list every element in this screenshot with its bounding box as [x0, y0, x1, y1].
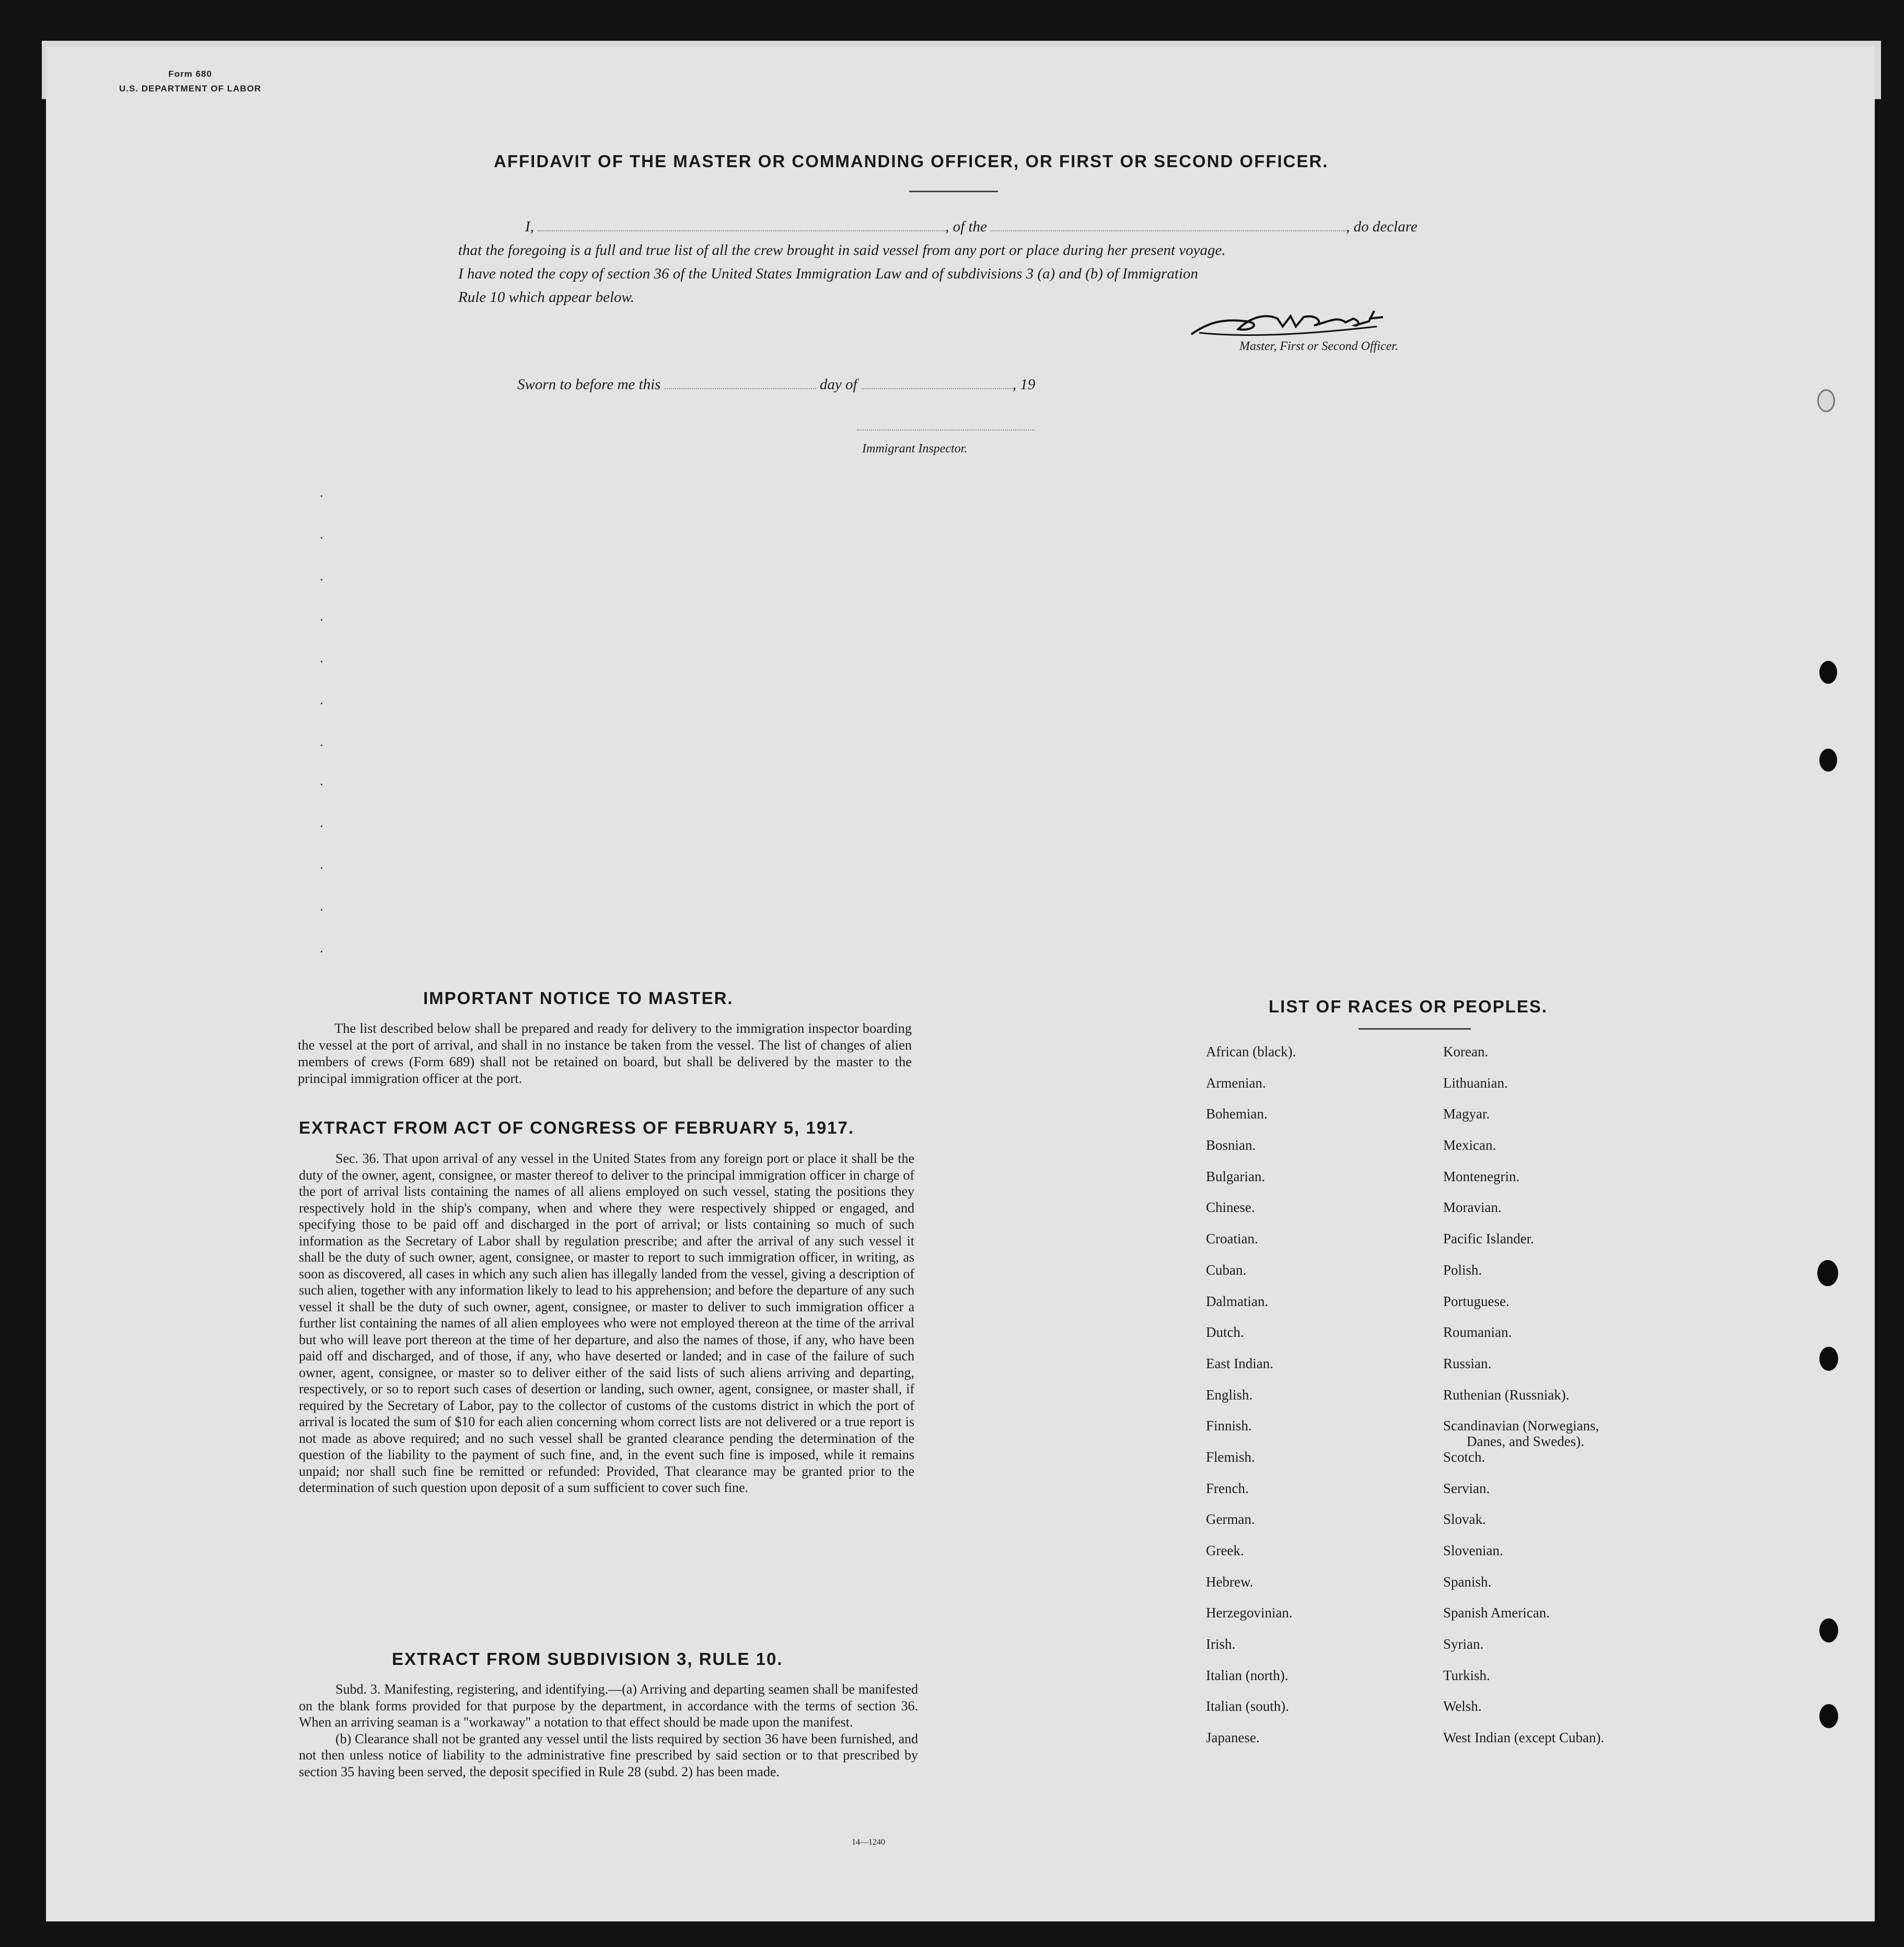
race-item: Slovenian.: [1443, 1543, 1503, 1558]
affidavit-line-4: Rule 10 which appear below.: [458, 289, 634, 306]
race-item: English.: [1206, 1386, 1253, 1403]
race-item: German.: [1206, 1511, 1255, 1528]
race-item: Lithuanian.: [1443, 1075, 1508, 1091]
race-item: African (black).: [1206, 1044, 1296, 1059]
notice-body: [298, 1020, 912, 1087]
race-item: Dutch.: [1206, 1324, 1244, 1340]
row-mark: .: [320, 527, 323, 542]
race-item: Chinese.: [1206, 1199, 1255, 1216]
row-mark: .: [320, 568, 323, 584]
row-mark: .: [320, 692, 323, 707]
signature-caption: Master, First or Second Officer.: [1239, 340, 1398, 353]
race-item: Russian.: [1443, 1355, 1492, 1371]
race-item: Japanese.: [1206, 1730, 1260, 1746]
binder-hole: [1819, 1347, 1838, 1371]
race-item: French.: [1206, 1480, 1249, 1496]
race-item: Herzegovinian.: [1206, 1605, 1293, 1621]
sworn-day-of: day of: [819, 376, 857, 393]
sworn-start: Sworn to before me this: [517, 376, 661, 393]
race-item: Magyar.: [1443, 1106, 1490, 1122]
sworn-year: , 19: [1012, 376, 1036, 393]
race-item-continuation: Danes, and Swedes).: [1467, 1433, 1584, 1450]
race-item: Mexican.: [1443, 1137, 1496, 1153]
affidavit-line-3: I have noted the copy of section 36 of the United States Immigration Law and of subdivisions 3 (a) and (b) of Immigration: [458, 265, 1199, 282]
rule-extract-title: EXTRACT FROM SUBDIVISION 3, RULE 10.: [392, 1649, 783, 1669]
race-item-scandinavian: [1443, 1418, 1604, 1449]
officer-signature: [1189, 306, 1408, 342]
race-item: Portuguese.: [1443, 1293, 1510, 1309]
row-mark: .: [320, 940, 323, 955]
row-mark: .: [320, 609, 323, 624]
race-item: Scandinavian (Norwegians,: [1443, 1418, 1599, 1434]
row-mark: .: [320, 485, 323, 500]
race-item: Italian (north).: [1206, 1667, 1288, 1683]
affidavit-title: AFFIDAVIT OF THE MASTER OR COMMANDING OFFICER, OR FIRST OR SECOND OFFICER.: [494, 151, 1329, 171]
title-rule: [909, 191, 998, 192]
race-item: Cuban.: [1206, 1262, 1247, 1278]
binder-hole: [1819, 661, 1837, 684]
race-item: Spanish.: [1443, 1573, 1492, 1590]
binder-hole: [1819, 1704, 1838, 1728]
affidavit-line-2: that the foregoing is a full and true list of all the crew brought in said vessel from any port or place during her present voyage.: [458, 242, 1226, 259]
department-name: U.S. DEPARTMENT OF LABOR: [119, 84, 262, 94]
print-code: 14—1240: [852, 1838, 885, 1847]
name-blank: [538, 219, 945, 231]
sworn-day-blank: [665, 377, 816, 389]
sworn-month-blank: [861, 377, 1013, 389]
race-item: Bohemian.: [1206, 1106, 1268, 1122]
race-item: Polish.: [1443, 1262, 1482, 1278]
form-header: [119, 67, 261, 96]
row-mark: .: [320, 857, 323, 872]
affidavit-line-1: [525, 218, 1418, 236]
act-section-36: Sec. 36. That upon arrival of any vessel in the United States from any foreign port or place it shall be the duty of the owner, agent, consignee, or master thereof to deliver to the principal immigration officer in charge of the port of arrival lists containing the names of all aliens employed on such vessel, stating the positions they respectively hold in the ship's company, when and where they were respectively shipped or engaged, and specifying those to be paid off and discharged in the port of arrival; or lists containing so much of such information as the Secretary of Labor shall by regulation prescribe; and after the arrival of any such vessel it shall be the duty of such owner, agent, consignee, or master to report to such immigration officer, in writing, as soon as discovered, all cases in which any such alien has illegally landed from the vessel, giving a description of such alien, together with any information likely to lead to his apprehension; and before the departure of any such vessel it shall be the duty of such owner, agent, consignee, or master to deliver to such immigration officer a further list containing the names of all alien employees who were not employed thereon at the time of the arrival but who will leave port thereon at the time of her departure, and also the names of those, if any, who have been paid off and discharged, and of those, if any, who have deserted or landed; and in case of the failure of such owner, agent, consignee, or master so to deliver either of the said lists of such aliens arriving and departing, respectively, or so to report such cases of desertion or landing, such owner, agent, consignee, or master shall, if required by the Secretary of Labor, pay to the collector of customs of the customs district in which the port of arrival is located the sum of $10 for each alien concerning whom correct lists are not delivered or a true report is not made as above required; and no such vessel shall be granted clearance pending the determination of the question of the liability to the payment of such fine, and, in the event such fine is imposed, while it remains unpaid; nor shall such fine be remitted or refunded: Provided, That clearance may be granted prior to the determination of such question upon deposit of a sum sufficient to cover such fine.: [299, 1151, 914, 1495]
race-item: East Indian.: [1206, 1355, 1273, 1371]
row-mark: .: [320, 773, 323, 788]
race-item: Dalmatian.: [1206, 1293, 1269, 1309]
binder-hole: [1819, 1618, 1838, 1642]
race-item: West Indian (except Cuban).: [1443, 1730, 1605, 1746]
race-item: Turkish.: [1443, 1667, 1490, 1683]
act-extract-body: [299, 1150, 914, 1496]
inspector-caption: Immigrant Inspector.: [862, 442, 968, 456]
race-item: Finnish.: [1206, 1418, 1252, 1434]
race-item: Bulgarian.: [1206, 1168, 1266, 1184]
race-item: Greek.: [1206, 1543, 1244, 1558]
race-item: Roumanian.: [1443, 1324, 1512, 1340]
race-item: Croatian.: [1206, 1231, 1258, 1247]
race-item: Syrian.: [1443, 1636, 1484, 1652]
inspector-blank: [857, 418, 1035, 430]
notice-title: IMPORTANT NOTICE TO MASTER.: [423, 988, 734, 1008]
race-item: Italian (south).: [1206, 1698, 1289, 1715]
race-item: Flemish.: [1206, 1449, 1255, 1465]
affidavit-i: I,: [525, 218, 534, 235]
binder-hole-empty: [1817, 389, 1835, 412]
vessel-blank: [991, 219, 1346, 231]
act-extract-title: EXTRACT FROM ACT OF CONGRESS OF FEBRUARY 5, 1917.: [299, 1118, 855, 1137]
race-item: Pacific Islander.: [1443, 1231, 1534, 1247]
rule-paragraph-b: (b) Clearance shall not be granted any vessel until the lists required by section 36 have been furnished, and not then unless notice of liability to the administrative fine prescribed by said section or to that prescribed by section 35 having been served, the deposit specified in Rule 28 (subd. 2) has been made.: [299, 1731, 918, 1779]
race-item: Spanish American.: [1443, 1605, 1550, 1621]
race-item: Hebrew.: [1206, 1573, 1253, 1590]
race-item: Irish.: [1206, 1636, 1236, 1652]
races-title: LIST OF RACES OR PEOPLES.: [1269, 997, 1548, 1016]
race-item: Montenegrin.: [1443, 1168, 1520, 1184]
races-column-1: [1206, 1044, 1296, 1761]
race-item: Servian.: [1443, 1480, 1490, 1496]
race-item: Moravian.: [1443, 1199, 1502, 1216]
race-item: Slovak.: [1443, 1511, 1486, 1528]
affidavit-of-the: , of the: [945, 218, 987, 235]
race-item: Welsh.: [1443, 1698, 1482, 1715]
race-item: Ruthenian (Russniak).: [1443, 1386, 1570, 1403]
row-mark: .: [320, 899, 323, 914]
race-item: Scotch.: [1443, 1449, 1485, 1465]
notice-paragraph: The list described below shall be prepared and ready for delivery to the immigration inspector boarding the vessel at the port of arrival, and shall in no instance be taken from the vessel. The list of changes of alien members of crews (Form 689) shall not be retained on board, but shall be delivered by the master to the principal immigration officer at the port.: [298, 1020, 912, 1086]
race-item: Armenian.: [1206, 1075, 1266, 1091]
rule-paragraph-a: Subd. 3. Manifesting, registering, and identifying.—(a) Arriving and departing seamen shall be manifested on the blank forms provided for that purpose by the department, in accordance with the terms of section 36. When an arriving seaman is a "workaway" a notation to that effect should be made upon the manifest.: [299, 1682, 918, 1730]
races-title-rule: [1359, 1028, 1471, 1030]
binder-hole: [1819, 749, 1837, 772]
row-mark: .: [320, 815, 323, 830]
row-mark: .: [320, 734, 323, 749]
affidavit-declare: , do declare: [1346, 218, 1418, 235]
race-item: Korean.: [1443, 1044, 1489, 1059]
sworn-line: [517, 376, 1035, 393]
row-mark: .: [320, 650, 323, 666]
binder-hole: [1817, 1260, 1838, 1286]
races-column-2: [1443, 1044, 1604, 1761]
form-number: Form 680: [168, 69, 212, 79]
race-item: Bosnian.: [1206, 1137, 1256, 1153]
rule-extract-body: [299, 1681, 918, 1780]
